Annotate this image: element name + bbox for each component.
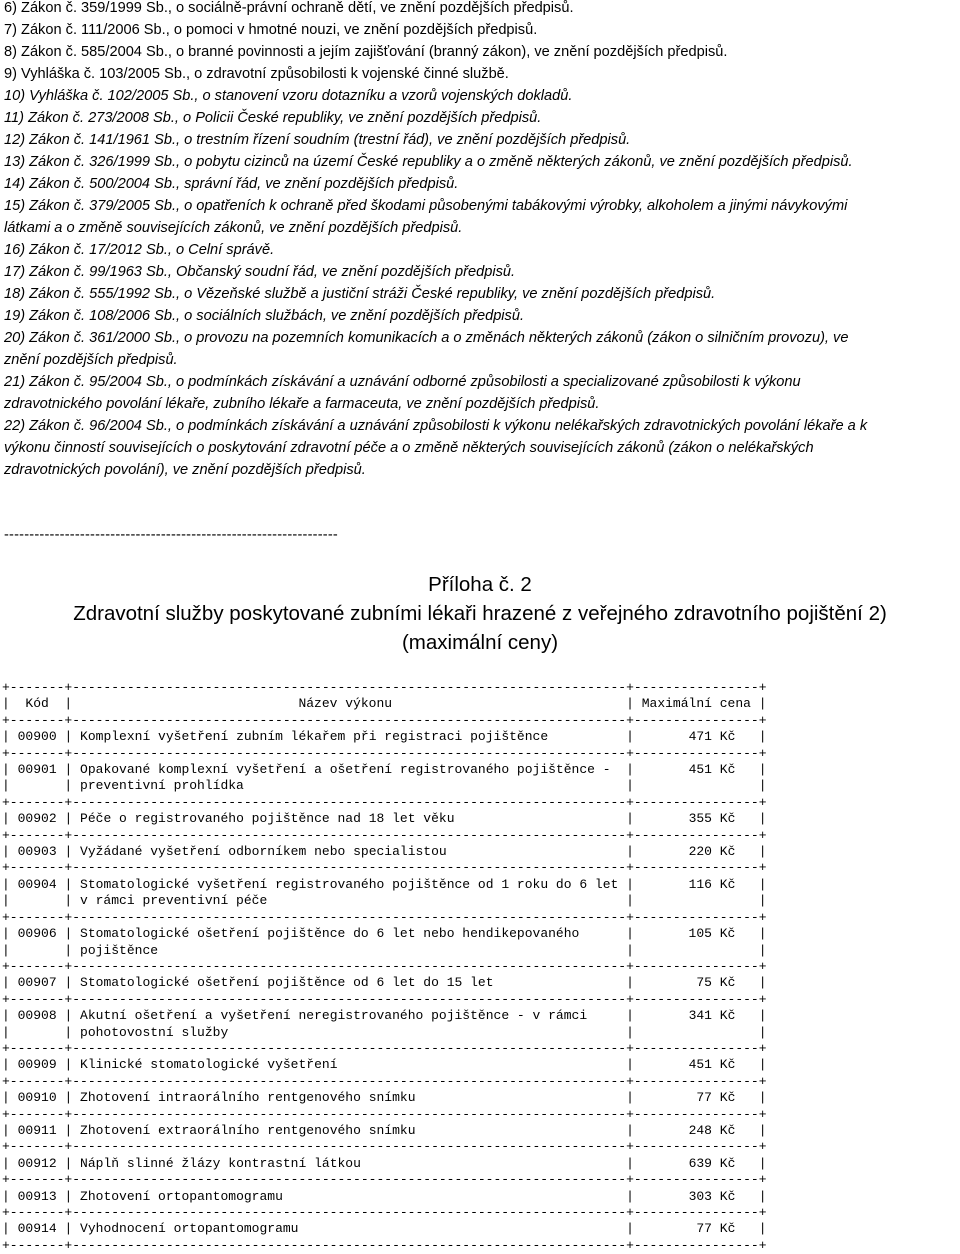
row-name: Zhotovení extraorálního rentgenového snímku bbox=[80, 1122, 416, 1138]
annex-title-line-2: (maximální ceny) bbox=[401, 631, 559, 654]
row-code: 00904 bbox=[17, 876, 57, 892]
table-border: +-------+-----------------------------------------------------------------------+----------------+ bbox=[2, 1106, 767, 1122]
row-name: Stomatologické ošetření pojištěnce do 6 let nebo hendikepovaného bbox=[80, 926, 580, 942]
row-code: 00907 bbox=[17, 975, 57, 991]
header-name: Název výkonu bbox=[298, 696, 393, 712]
reference-item bbox=[4, 41, 956, 63]
reference-line: látkami a o změně souvisejících zákonů, ve znění pozdějších předpisů. bbox=[4, 220, 463, 236]
row-code: 00906 bbox=[17, 926, 57, 942]
reference-line: 11) Zákon č. 273/2008 Sb., o Policii České republiky, ve znění pozdějších předpisů. bbox=[4, 110, 542, 126]
row-price: 105 Kč bbox=[688, 926, 736, 942]
header-price: Maximální cena bbox=[641, 696, 751, 712]
reference-item bbox=[4, 371, 956, 415]
reference-item bbox=[4, 107, 956, 129]
row-name: pohotovostní služby bbox=[80, 1024, 229, 1040]
reference-line: 6) Zákon č. 359/1999 Sb., o sociálně-právní ochraně dětí, ve znění pozdějších předpisů. bbox=[4, 0, 574, 16]
row-name: Vyžádané vyšetření odborníkem nebo specialistou bbox=[80, 844, 447, 860]
reference-item bbox=[4, 305, 956, 327]
row-price: 75 Kč bbox=[696, 975, 736, 991]
table-border: +-------+-----------------------------------------------------------------------+----------------+ bbox=[2, 1237, 767, 1253]
reference-line: výkonu činností souvisejících o poskytování zdravotní péče a o změně některých souvisejících zákonů (zákon o nelékařských bbox=[4, 440, 814, 456]
reference-line: 22) Zákon č. 96/2004 Sb., o podmínkách získávání a uznávání způsobilosti k výkonu nelékařských zdravotnických povolání lékaře a k bbox=[4, 418, 868, 434]
reference-line: 9) Vyhláška č. 103/2005 Sb., o zdravotní způsobilosti k vojenské činné službě. bbox=[4, 66, 509, 82]
row-code: 00909 bbox=[17, 1057, 57, 1073]
row-code: 00910 bbox=[17, 1090, 57, 1106]
reference-line: 21) Zákon č. 95/2004 Sb., o podmínkách získávání a uznávání odborné způsobilosti a specializované způsobilosti k výkonu bbox=[4, 374, 801, 390]
row-name: preventivní prohlídka bbox=[80, 778, 244, 794]
row-price: 77 Kč bbox=[696, 1221, 736, 1237]
row-code: 00902 bbox=[17, 811, 57, 827]
row-price: 220 Kč bbox=[688, 844, 736, 860]
row-name: Stomatologické vyšetření registrovaného pojištěnce od 1 roku do 6 let bbox=[80, 876, 619, 892]
table-border: +-------+-----------------------------------------------------------------------+----------------+ bbox=[2, 860, 767, 876]
table-border: +-------+-----------------------------------------------------------------------+----------------+ bbox=[2, 794, 767, 810]
reference-line: 20) Zákon č. 361/2000 Sb., o provozu na pozemních komunikacích a o změnách některých zákonů (zákon o silničním provozu), ve bbox=[4, 330, 849, 346]
reference-item bbox=[4, 239, 956, 261]
row-name: Komplexní vyšetření zubním lékařem při registraci pojištěnce bbox=[80, 729, 549, 745]
row-name: Klinické stomatologické vyšetření bbox=[80, 1057, 338, 1073]
row-price: 471 Kč bbox=[688, 729, 736, 745]
table-border: +-------+-----------------------------------------------------------------------+----------------+ bbox=[2, 1139, 767, 1155]
reference-item bbox=[4, 415, 956, 481]
reference-line: 10) Vyhláška č. 102/2005 Sb., o stanovení vzoru dotazníku a vzorů vojenských dokladů. bbox=[4, 88, 573, 104]
reference-item bbox=[4, 327, 956, 371]
table-border: +-------+-----------------------------------------------------------------------+----------------+ bbox=[2, 1205, 767, 1220]
row-code: 00913 bbox=[17, 1188, 57, 1204]
row-name: Stomatologické ošetření pojištěnce od 6 let do 15 let bbox=[80, 975, 494, 991]
reference-item bbox=[4, 173, 956, 195]
reference-line: 18) Zákon č. 555/1992 Sb., o Vězeňské službě a justiční stráži České republiky, ve znění pozdějších předpisů. bbox=[4, 286, 716, 302]
reference-line: zdravotnického povolání lékaře, zubního lékaře a farmaceuta, ve znění pozdějších předpisů. bbox=[4, 396, 600, 412]
table-border: +-------+-----------------------------------------------------------------------+----------------+ bbox=[2, 745, 767, 761]
reference-line: zdravotnických povolání), ve znění pozdějších předpisů. bbox=[4, 462, 366, 478]
table-border: +-------+-----------------------------------------------------------------------+----------------+ bbox=[2, 712, 767, 728]
table-border: +-------+-----------------------------------------------------------------------+----------------+ bbox=[2, 1172, 767, 1188]
table-border: +-------+-----------------------------------------------------------------------+----------------+ bbox=[2, 958, 767, 974]
reference-item bbox=[4, 85, 956, 107]
row-code: 00914 bbox=[17, 1221, 57, 1237]
row-price: 77 Kč bbox=[696, 1090, 736, 1106]
reference-item bbox=[4, 195, 956, 239]
row-name: Náplň slinné žlázy kontrastní látkou bbox=[80, 1155, 361, 1171]
row-name: v rámci preventivní péče bbox=[80, 893, 268, 909]
row-price: 639 Kč bbox=[688, 1155, 736, 1171]
row-name: Akutní ošetření a vyšetření neregistrovaného pojištěnce - v rámci bbox=[80, 1008, 588, 1024]
row-code: 00911 bbox=[17, 1122, 57, 1138]
table-border: +-------+-----------------------------------------------------------------------+----------------+ bbox=[2, 909, 767, 925]
row-name: Vyhodnocení ortopantomogramu bbox=[80, 1221, 299, 1237]
reference-line: 17) Zákon č. 99/1963 Sb., Občanský soudní řád, ve znění pozdějších předpisů. bbox=[4, 264, 516, 280]
reference-item bbox=[4, 283, 956, 305]
reference-line: 7) Zákon č. 111/2006 Sb., o pomoci v hmotné nouzi, ve znění pozdějších předpisů. bbox=[4, 22, 538, 38]
reference-item bbox=[4, 151, 956, 173]
row-price: 116 Kč bbox=[688, 876, 736, 892]
table-border: +-------+-----------------------------------------------------------------------+----------------+ bbox=[2, 1073, 767, 1089]
separator-line: ------------------------------------------------------------------ bbox=[4, 527, 338, 543]
annex-title-line-1: Zdravotní služby poskytované zubními lékaři hrazené z veřejného zdravotního pojištění 2) bbox=[73, 602, 887, 625]
table-border: +-------+-----------------------------------------------------------------------+----------------+ bbox=[2, 680, 767, 695]
row-name: Zhotovení intraorálního rentgenového snímku bbox=[80, 1090, 416, 1106]
table-border: +-------+-----------------------------------------------------------------------+----------------+ bbox=[2, 1040, 767, 1056]
reference-item bbox=[4, 261, 956, 283]
reference-line: znění pozdějších předpisů. bbox=[4, 352, 178, 368]
reference-item bbox=[4, 0, 956, 19]
reference-item bbox=[4, 129, 956, 151]
legal-references bbox=[4, 0, 956, 481]
reference-line: 15) Zákon č. 379/2005 Sb., o opatřeních k ochraně před škodami působenými tabákovými výrobky, alkoholem a jinými návykovými bbox=[4, 198, 848, 214]
row-price: 451 Kč bbox=[688, 1057, 736, 1073]
row-name: pojištěnce bbox=[80, 942, 159, 958]
row-price: 341 Kč bbox=[688, 1008, 736, 1024]
reference-line: 14) Zákon č. 500/2004 Sb., správní řád, ve znění pozdějších předpisů. bbox=[4, 176, 459, 192]
row-name: Péče o registrovaného pojištěnce nad 18 let věku bbox=[80, 811, 455, 827]
row-code: 00900 bbox=[17, 729, 57, 745]
annex-heading bbox=[0, 570, 960, 657]
reference-item bbox=[4, 63, 956, 85]
table-border: +-------+-----------------------------------------------------------------------+----------------+ bbox=[2, 827, 767, 843]
row-code: 00903 bbox=[17, 844, 57, 860]
row-name: Opakované komplexní vyšetření a ošetření registrovaného pojištěnce - bbox=[80, 762, 611, 778]
reference-line: 19) Zákon č. 108/2006 Sb., o sociálních službách, ve znění pozdějších předpisů. bbox=[4, 308, 525, 324]
row-code: 00912 bbox=[17, 1155, 57, 1171]
reference-line: 13) Zákon č. 326/1999 Sb., o pobytu cizinců na území České republiky a o změně některých zákonů, ve znění pozdějších předpisů. bbox=[4, 154, 853, 170]
row-price: 355 Kč bbox=[688, 811, 736, 827]
row-price: 451 Kč bbox=[688, 762, 736, 778]
row-price: 248 Kč bbox=[688, 1122, 736, 1138]
row-code: 00901 bbox=[17, 762, 57, 778]
row-name: Zhotovení ortopantomogramu bbox=[80, 1188, 283, 1204]
row-code: 00908 bbox=[17, 1008, 57, 1024]
header-code: Kód bbox=[25, 696, 49, 712]
reference-line: 12) Zákon č. 141/1961 Sb., o trestním řízení soudním (trestní řád), ve znění pozdějších předpisů. bbox=[4, 132, 631, 148]
row-price: 303 Kč bbox=[688, 1188, 736, 1204]
reference-item bbox=[4, 19, 956, 41]
table-border: +-------+-----------------------------------------------------------------------+----------------+ bbox=[2, 991, 767, 1007]
annex-label: Příloha č. 2 bbox=[428, 573, 532, 596]
reference-line: 8) Zákon č. 585/2004 Sb., o branné povinnosti a jejím zajišťování (branný zákon), ve znění pozdějších předpisů. bbox=[4, 44, 728, 60]
price-table: +-------+-----------------------------------------------------------------------+----------------+ | Kód | Název výkonu | Maximální cena | +-------+-----------------------------------------------------------------------+----------------+ | 00900 | Komplexní vyšetření zubním lékařem při registraci pojištěnce | 471 Kč | +-------+-----------------------------------------------------------------------+----------------+ | 00901 | Opakované komplexní vyšetření a ošetření registrovaného pojištěnce - | 451 Kč | | | preventivní prohlídka | | +-------+-----------------------------------------------------------------------+----------------+ | 00902 | Péče o registrovaného pojištěnce nad 18 let věku | 355 Kč | +-------+-----------------------------------------------------------------------+----------------+ | 00903 | Vyžádané vyšetření odborníkem nebo specialistou | 220 Kč | +-------+-----------------------------------------------------------------------+----------------+ | 00904 | Stomatologické vyšetření registrovaného pojištěnce od 1 roku do 6 let | 116 Kč | | | v rámci preventivní péče | | +-------+-----------------------------------------------------------------------+----------------+ | 00906 | Stomatologické ošetření pojištěnce do 6 let nebo hendikepovaného | 105 Kč | | | pojištěnce | | +-------+-----------------------------------------------------------------------+----------------+ | 00907 | Stomatologické ošetření pojištěnce od 6 let do 15 let | 75 Kč | +-------+-----------------------------------------------------------------------+----------------+ | 00908 | Akutní ošetření a vyšetření neregistrovaného pojištěnce - v rámci | 341 Kč | | | pohotovostní služby | | +-------+-----------------------------------------------------------------------+----------------+ | 00909 | Klinické stomatologické vyšetření | 451 Kč | +-------+-----------------------------------------------------------------------+----------------+ | 00910 | Zhotovení intraorálního rentgenového snímku | 77 Kč | +-------+-----------------------------------------------------------------------+----------------+ | 00911 | Zhotovení extraorálního rentgenového snímku | 248 Kč | +-------+-----------------------------------------------------------------------+----------------+ | 00912 | Náplň slinné žlázy kontrastní látkou | 639 Kč | +-------+-----------------------------------------------------------------------+----------------+ | 00913 | Zhotovení ortopantomogramu | 303 Kč | +-------+-----------------------------------------------------------------------+----------------+ | 00914 | Vyhodnocení ortopantomogramu | 77 Kč | +-------+-----------------------------------------------------------------------+----------------+ bbox=[2, 680, 767, 1253]
reference-line: 16) Zákon č. 17/2012 Sb., o Celní správě. bbox=[4, 242, 275, 258]
